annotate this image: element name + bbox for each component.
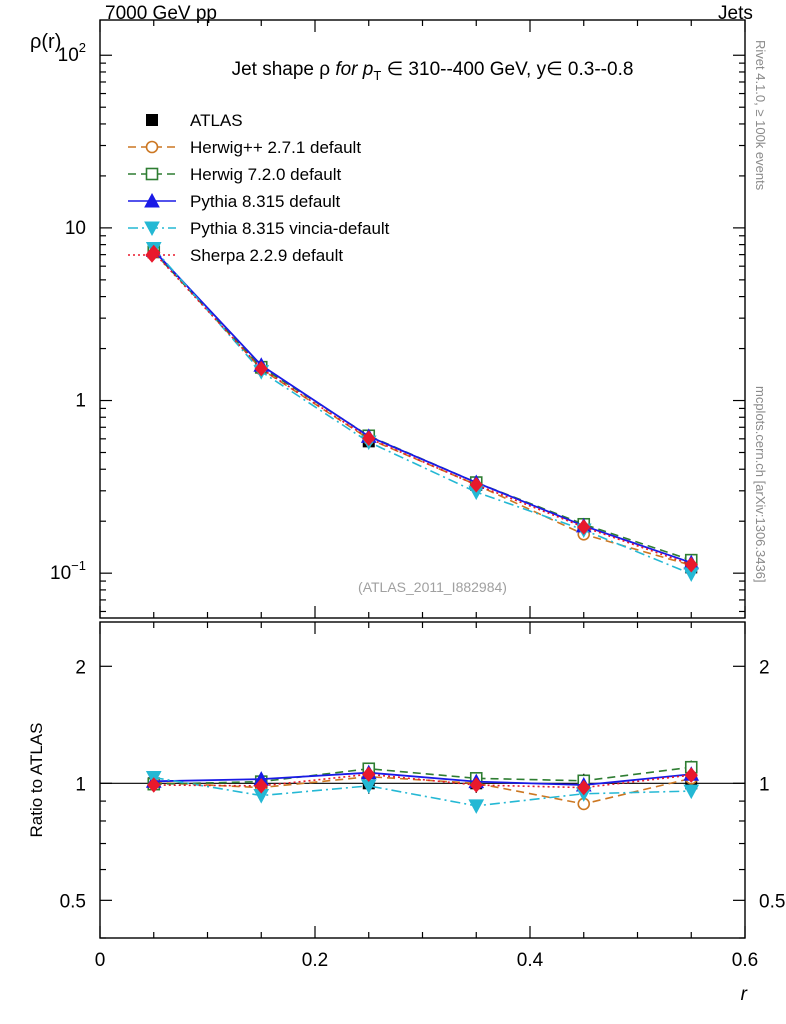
main-series-group (147, 242, 699, 580)
series-line (154, 248, 692, 573)
svg-text:1: 1 (759, 774, 770, 796)
svg-text:0.4: 0.4 (516, 950, 544, 971)
data-marker (147, 142, 158, 153)
y-tick-label (58, 40, 86, 66)
legend-entry (128, 219, 390, 238)
svg-text:1: 1 (75, 774, 86, 796)
legend-label: Pythia 8.315 default (190, 192, 341, 211)
y-tick-label (75, 391, 86, 412)
series-1 (148, 245, 697, 570)
series-line (154, 252, 692, 560)
legend-entry (128, 165, 341, 184)
chart-title: Jet shape ρ for $p_T$ ∈ 310--400 GeV, y∈ 0.3--0.8 (231, 59, 634, 83)
data-marker (147, 115, 158, 126)
svg-text:1: 1 (75, 390, 86, 412)
legend-label: ATLAS (190, 111, 243, 130)
svg-text:0: 0 (94, 950, 106, 971)
ratio-series-group (147, 760, 699, 812)
data-marker (684, 785, 698, 798)
series-line (154, 253, 692, 565)
series-2 (148, 246, 697, 565)
series-line (154, 250, 692, 562)
legend-label: Herwig 7.2.0 default (190, 165, 342, 184)
svg-text:0.5: 0.5 (59, 891, 86, 913)
series-line (154, 251, 692, 565)
header-right: Jets (718, 3, 753, 24)
svg-text:0.6: 0.6 (731, 950, 759, 971)
series-4 (147, 242, 699, 580)
series-5 (148, 246, 698, 572)
svg-text:10−1: $10^{-1}$ (50, 558, 86, 585)
side-arxiv-label: mcplots.cern.ch [arXiv:1306.3436] (753, 386, 768, 583)
legend-entry (128, 138, 361, 157)
series-3 (147, 243, 699, 568)
svg-text:r: r (740, 984, 747, 1005)
svg-text:2: 2 (759, 657, 770, 679)
ratio-series-5 (148, 767, 698, 794)
y-tick-label (65, 218, 86, 239)
svg-text:10: 10 (64, 217, 86, 239)
legend (128, 111, 390, 265)
svg-text:0.5: 0.5 (759, 891, 786, 913)
legend-label: Sherpa 2.2.9 default (190, 246, 344, 265)
side-rivet-label: Rivet 4.1.0, ≥ 100k events (753, 40, 768, 191)
header-left: 7000 GeV pp (105, 3, 217, 24)
legend-entry (147, 111, 243, 130)
svg-text:0.2: 0.2 (301, 950, 329, 971)
y-tick-label (50, 558, 86, 584)
dataset-watermark: (ATLAS_2011_I882984) (358, 579, 507, 595)
main-plot-frame (100, 20, 745, 618)
ratio-series-3 (147, 766, 699, 791)
svg-text:102: $10^2$ (57, 40, 86, 67)
legend-label: Herwig++ 2.7.1 default (190, 138, 362, 157)
legend-label: Pythia 8.315 vincia-default (190, 219, 390, 238)
ratio-y-axis-label: Ratio to ATLAS (27, 722, 46, 838)
svg-text:2: 2 (75, 657, 86, 679)
main-axis-ticks (50, 20, 745, 618)
data-marker (469, 800, 483, 813)
series-0 (148, 246, 697, 573)
legend-entry (128, 192, 341, 211)
data-marker (147, 169, 158, 180)
y-axis-label: ρ(r) (30, 31, 62, 53)
